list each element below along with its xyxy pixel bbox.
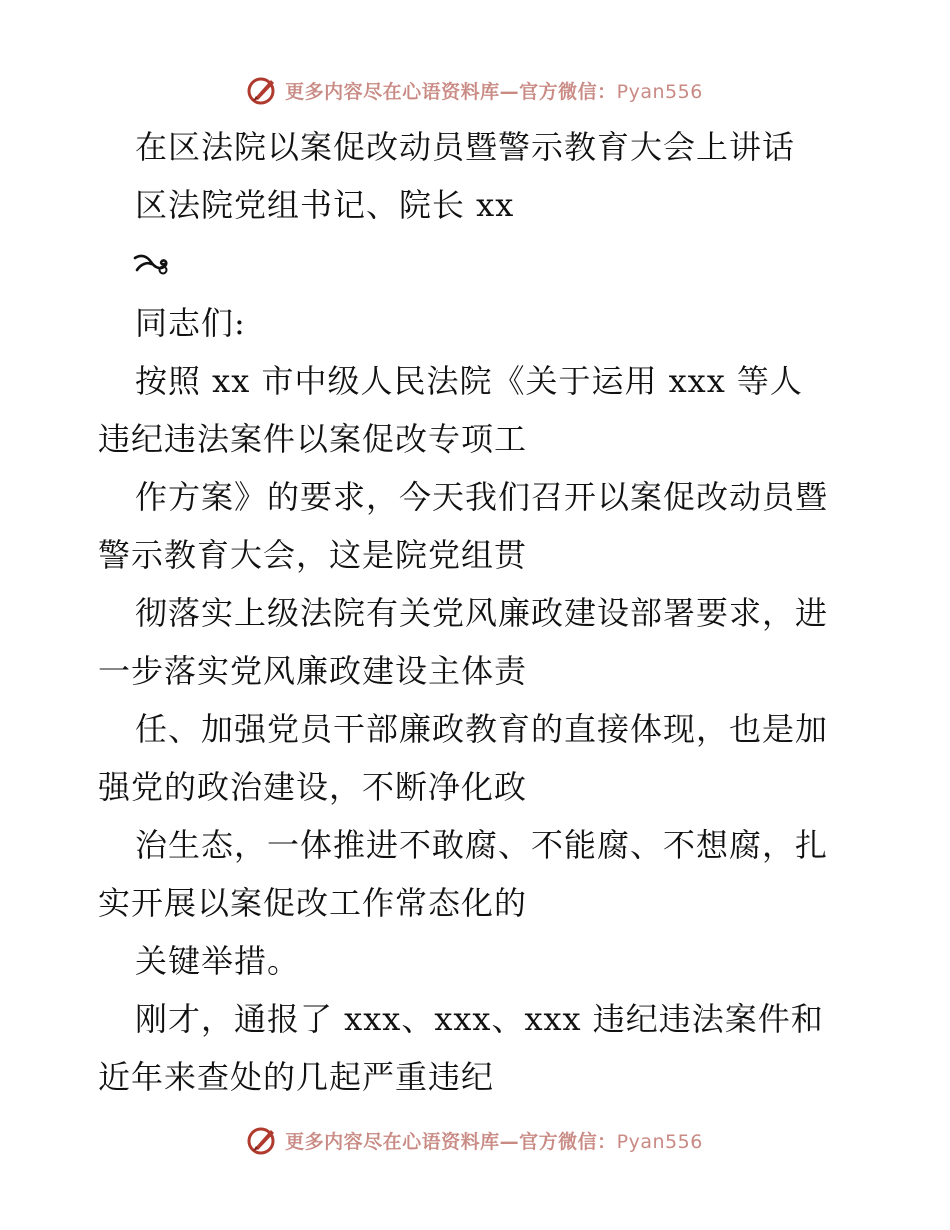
paragraph-line: 按照 xx 市中级人民法院《关于运用 xxx 等人 xyxy=(135,362,803,400)
paragraph-line: 近年来查处的几起严重违纪 xyxy=(98,1058,495,1096)
paragraph-line: 作方案》的要求，今天我们召开以案促改动员暨 xyxy=(135,478,829,516)
paragraph-line: 治生态，一体推进不敢腐、不能腐、不想腐，扎 xyxy=(135,826,829,864)
paragraph-line: 刚才，通报了 xxx、xxx、xxx 违纪违法案件和 xyxy=(135,1000,824,1038)
watermark-text: 更多内容尽在心语资料库—官方微信：Pyan556 xyxy=(285,1130,703,1153)
paragraph-line: 彻落实上级法院有关党风廉政建设部署要求，进 xyxy=(135,594,829,632)
paragraph-line: 同志们: xyxy=(135,304,246,342)
header-watermark xyxy=(0,70,950,110)
paragraph-line: 任、加强党员干部廉政教育的直接体现，也是加 xyxy=(135,710,829,748)
paragraph-line: 关键举措。 xyxy=(135,942,301,980)
paragraph-line: 强党的政治建设，不断净化政 xyxy=(98,768,528,806)
watermark-text: 更多内容尽在心语资料库—官方微信：Pyan556 xyxy=(285,80,703,103)
paragraph-line: 实开展以案促改工作常态化的 xyxy=(98,884,528,922)
quill-logo-icon xyxy=(247,1124,279,1156)
paragraph-line: 警示教育大会，这是院党组贯 xyxy=(98,536,528,574)
footer-watermark xyxy=(0,1120,950,1160)
paragraph-line: 一步落实党风廉政建设主体责 xyxy=(98,652,528,690)
document-author: 区法院党组书记、院长 xx xyxy=(135,186,515,224)
quill-logo-icon xyxy=(247,74,279,106)
flourish-ornament-icon xyxy=(133,250,173,278)
document-title: 在区法院以案促改动员暨警示教育大会上讲话 xyxy=(135,128,796,166)
paragraph-line: 违纪违法案件以案促改专项工 xyxy=(98,420,528,458)
